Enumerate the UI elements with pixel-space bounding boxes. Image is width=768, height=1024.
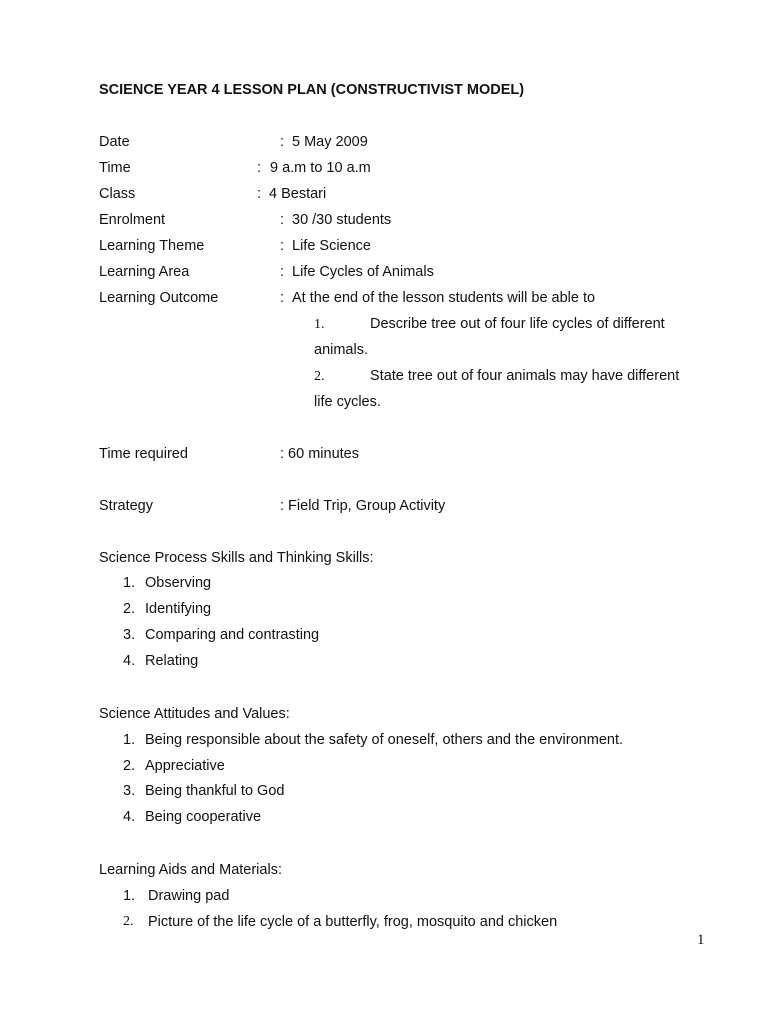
list-item: Being thankful to God [145, 783, 285, 799]
field-sep-learning-outcome: : [280, 290, 285, 306]
outcome-number: 2. [314, 369, 325, 384]
page-number: 1 [697, 932, 705, 948]
outcome-text-continued: animals. [314, 342, 368, 358]
list-item: Relating [145, 653, 199, 669]
field-value-learning-theme: Life Science [292, 238, 371, 254]
field-label-date: Date [99, 134, 130, 150]
field-value-class: 4 Bestari [269, 186, 327, 202]
outcome-text-continued: life cycles. [314, 394, 381, 410]
list-item-number: 2. [123, 601, 136, 617]
time-required-value: : 60 minutes [280, 446, 359, 462]
list-item: Picture of the life cycle of a butterfly, frog, mosquito and chicken [148, 914, 558, 930]
list-item-number: 3. [123, 627, 136, 643]
field-label-learning-theme: Learning Theme [99, 238, 205, 254]
page-title: SCIENCE YEAR 4 LESSON PLAN (CONSTRUCTIVIST MODEL) [99, 82, 525, 98]
outcome-text: State tree out of four animals may have different [370, 368, 680, 384]
list-item: Drawing pad [148, 888, 230, 904]
field-sep-enrolment: : [280, 212, 285, 228]
list-item-number: 3. [123, 783, 136, 799]
aids-heading: Learning Aids and Materials: [99, 862, 282, 878]
field-value-date: 5 May 2009 [292, 134, 368, 150]
list-item: Appreciative [145, 758, 225, 774]
list-item-number: 4. [123, 653, 136, 669]
list-item: Identifying [145, 601, 212, 617]
list-item-number: 1. [123, 732, 136, 748]
field-sep-date: : [280, 134, 285, 150]
field-value-time: 9 a.m to 10 a.m [270, 160, 371, 176]
field-value-learning-area: Life Cycles of Animals [292, 264, 434, 280]
field-sep-class: : [257, 186, 262, 202]
field-label-enrolment: Enrolment [99, 212, 166, 228]
list-item-number: 2. [123, 758, 136, 774]
list-item: Observing [145, 575, 212, 591]
field-sep-learning-area: : [280, 264, 285, 280]
field-value-enrolment: 30 /30 students [292, 212, 392, 228]
attitudes-heading: Science Attitudes and Values: [99, 706, 290, 722]
strategy-label: Strategy [99, 498, 153, 514]
field-label-time: Time [99, 160, 131, 176]
time-required-label: Time required [99, 446, 188, 462]
field-label-class: Class [99, 186, 136, 202]
list-item-number: 2. [123, 914, 134, 929]
field-sep-learning-theme: : [280, 238, 285, 254]
list-item-number: 1. [123, 888, 136, 904]
list-item: Comparing and contrasting [145, 627, 320, 643]
list-item: Being responsible about the safety of oneself, others and the environment. [145, 732, 624, 748]
skills-heading: Science Process Skills and Thinking Skills: [99, 550, 374, 566]
field-sep-time: : [257, 160, 262, 176]
list-item: Being cooperative [145, 809, 262, 825]
field-label-learning-outcome: Learning Outcome [99, 290, 219, 306]
list-item-number: 4. [123, 809, 136, 825]
outcome-number: 1. [314, 317, 325, 332]
outcome-text: Describe tree out of four life cycles of different [370, 316, 665, 332]
list-item-number: 1. [123, 575, 136, 591]
strategy-value: : Field Trip, Group Activity [280, 498, 446, 514]
field-value-learning-outcome: At the end of the lesson students will be able to [292, 290, 596, 306]
field-label-learning-area: Learning Area [99, 264, 190, 280]
